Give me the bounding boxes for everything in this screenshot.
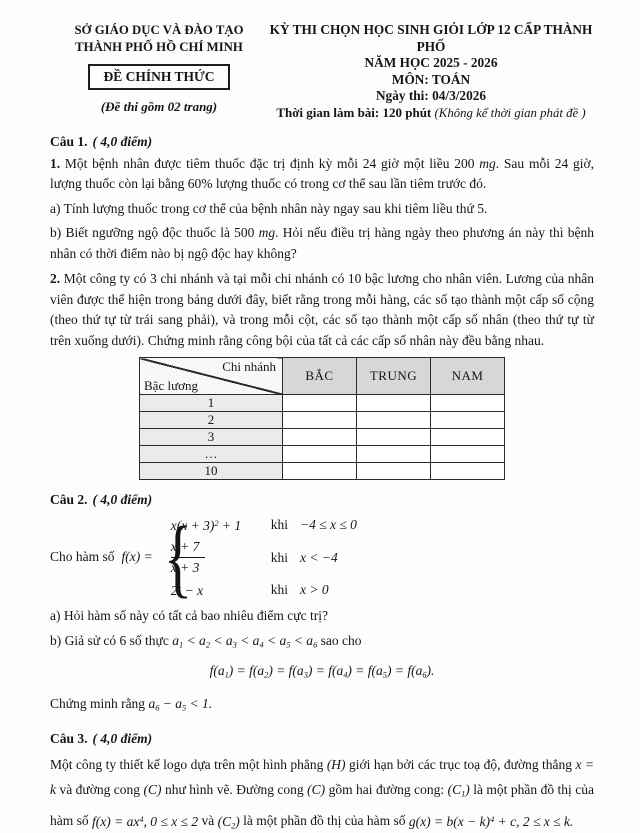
q3-problem: Một công ty thiết kế logo dựa trên một hình phẳng (H) giới hạn bởi các trục toạ độ, đường thẳng x = k và đường cong (C) như hình vẽ. Đường cong (C) gồm hai đường cong: $(C_1)$ là một phần đồ thị của hàm số $f(x) = ax^4$, 0 ≤ x ≤ 2 và $(C_2)$ là một phần đồ thị của hàm số $g(x) = b(x - k)^4 + c$, 2 ≤ x ≤ k. <box>50 756 595 831</box>
corner-label-salary-grade: Bậc lương <box>144 378 198 394</box>
piecewise-row-3 <box>171 578 357 601</box>
table-empty-cell <box>357 412 431 429</box>
table-empty-cell <box>357 395 431 412</box>
q2-part-b: b) Giả sử có 6 số thực $a_1 < a_2 < a_3 < a_4 < a_5 < a_6$ sao cho <box>50 632 362 650</box>
q1-problem1: 1. Một bệnh nhân được tiêm thuốc đặc trị định kỳ mỗi 24 giờ một liều 200 mg. Sau mỗi 24 giờ, lượng thuốc còn lại bằng 60% lượng thuốc có trong cơ thể sau lần tiêm trước đó. <box>50 155 595 192</box>
table-empty-cell <box>357 429 431 446</box>
table-row <box>140 395 505 412</box>
table-empty-cell <box>431 463 505 480</box>
column-header-trung: TRUNG <box>357 358 431 395</box>
q1-problem1-part-a: a) Tính lượng thuốc trong cơ thể của bệnh nhân này ngay sau khi tiêm liều thứ 5. <box>50 200 488 216</box>
piecewise-brace-icon <box>155 517 171 597</box>
q2-conclusion: Chứng minh rằng $a_6 - a_5 < 1$. <box>50 695 213 713</box>
table-empty-cell <box>431 395 505 412</box>
table-header-row <box>140 358 505 395</box>
q1-problem1-part-b: b) Biết ngưỡng ngộ độc thuốc là 500 mg. Hỏi nếu điều trị hàng ngày theo phương án này thì bệnh nhân có thời điểm nào bị ngộ độc hay không? <box>50 225 594 261</box>
table-empty-cell <box>283 429 357 446</box>
table-empty-cell <box>431 412 505 429</box>
table-row <box>140 429 505 446</box>
q2-part-a: a) Hỏi hàm số này có tất cả bao nhiêu điểm cực trị? <box>50 608 328 624</box>
exam-title: KỲ THI CHỌN HỌC SINH GIỎI LỚP 12 CẤP THÀNH PHỐ <box>269 22 593 54</box>
piece-khi: khi <box>270 549 288 565</box>
table-corner-cell <box>140 358 283 395</box>
header-left-block <box>50 22 268 115</box>
exam-duration <box>268 105 594 122</box>
row-label: 1 <box>140 395 283 412</box>
table-empty-cell <box>283 412 357 429</box>
question-3 <box>50 731 594 833</box>
subject: MÔN: TOÁN <box>391 71 471 87</box>
table-row <box>140 412 505 429</box>
table-row <box>140 446 505 463</box>
school-year: NĂM HỌC 2025 - 2026 <box>364 55 498 71</box>
row-label: 3 <box>140 429 283 446</box>
table-empty-cell <box>283 446 357 463</box>
q1-label: Câu 1. <box>50 133 88 149</box>
pages-note: (Đề thi gồm 02 trang) <box>100 99 218 114</box>
q2-points: ( 4,0 điểm) <box>92 492 153 508</box>
q3-label: Câu 3. <box>50 730 88 746</box>
table-empty-cell <box>431 429 505 446</box>
duration-text: Thời gian làm bài: 120 phút <box>276 104 435 120</box>
column-header-nam: NAM <box>431 358 505 395</box>
official-exam-box: ĐỀ CHÍNH THỨC <box>88 64 229 90</box>
table-empty-cell <box>431 446 505 463</box>
table-empty-cell <box>283 463 357 480</box>
q1-problem2: 2. Một công ty có 3 chi nhánh và tại mỗi chi nhánh có 10 bậc lương cho nhân viên. Lương của nhân viên được thể hiện trong bảng dưới đây, biết rằng trong mỗi hàng, các số tạo thành một cấp số cộng (theo thứ tự từ trái sang phải), và trong mỗi cột, các số tạo thành một cấp số nhân (theo thứ tự từ trên xuống dưới). Chứng minh rằng công bội của tất cả các cấp số nhân này đều bằng nhau. <box>50 271 594 348</box>
table-empty-cell <box>283 395 357 412</box>
piecewise-row-2 <box>171 536 357 578</box>
q2-label: Câu 2. <box>50 492 88 508</box>
piece-khi: khi <box>270 582 288 598</box>
header-right-block <box>268 22 594 122</box>
q1-heading <box>50 134 594 150</box>
exam-date: Ngày thi: 04/3/2026 <box>375 88 487 104</box>
department-name-line2: THÀNH PHỐ HỒ CHÍ MINH <box>75 40 243 54</box>
duration-note: (Không kể thời gian phát đề ) <box>434 105 586 120</box>
corner-label-branch: Chi nhánh <box>222 359 276 375</box>
q2-function-definition <box>50 513 594 601</box>
piece-khi: khi <box>270 517 288 533</box>
fraction-denominator: x + 3 <box>170 560 200 576</box>
department-name-line1: SỞ GIÁO DỤC VÀ ĐÀO TẠO <box>74 23 244 37</box>
fraction-numerator: x + 7 <box>171 538 206 558</box>
q2-heading <box>50 492 594 508</box>
question-2 <box>50 492 594 719</box>
exam-header <box>50 22 594 122</box>
table-empty-cell <box>357 463 431 480</box>
q3-points: ( 4,0 điểm) <box>92 730 153 746</box>
piece-cond: x > 0 <box>300 582 329 598</box>
row-label: 2 <box>140 412 283 429</box>
q2-equation: $f(a_1) = f(a_2) = f(a_3) = f(a_4) = f(a_5) = f(a_6)$. <box>209 662 435 680</box>
function-lead-math: f(x) = <box>121 549 153 565</box>
table-row <box>140 463 505 480</box>
column-header-bac: BẮC <box>283 358 357 395</box>
q1-points: ( 4,0 điểm) <box>92 133 153 149</box>
piece-expr: $2^x - x$ <box>170 583 204 599</box>
piece-expr: $x(x + 3)^2 + 1$ <box>170 518 242 534</box>
row-label: 10 <box>140 463 283 480</box>
row-label: … <box>140 446 283 463</box>
function-lead <box>50 549 153 565</box>
piece-cond: −4 ≤ x ≤ 0 <box>300 517 357 533</box>
function-lead-text: Cho hàm số <box>50 549 115 565</box>
piece-cond: x < −4 <box>300 549 338 565</box>
question-1 <box>50 134 594 481</box>
piecewise-rows <box>171 513 357 601</box>
table-empty-cell <box>357 446 431 463</box>
piecewise-row-1 <box>171 513 357 536</box>
salary-table-wrapper <box>50 357 594 480</box>
q3-heading <box>50 731 594 747</box>
salary-table <box>139 357 505 480</box>
